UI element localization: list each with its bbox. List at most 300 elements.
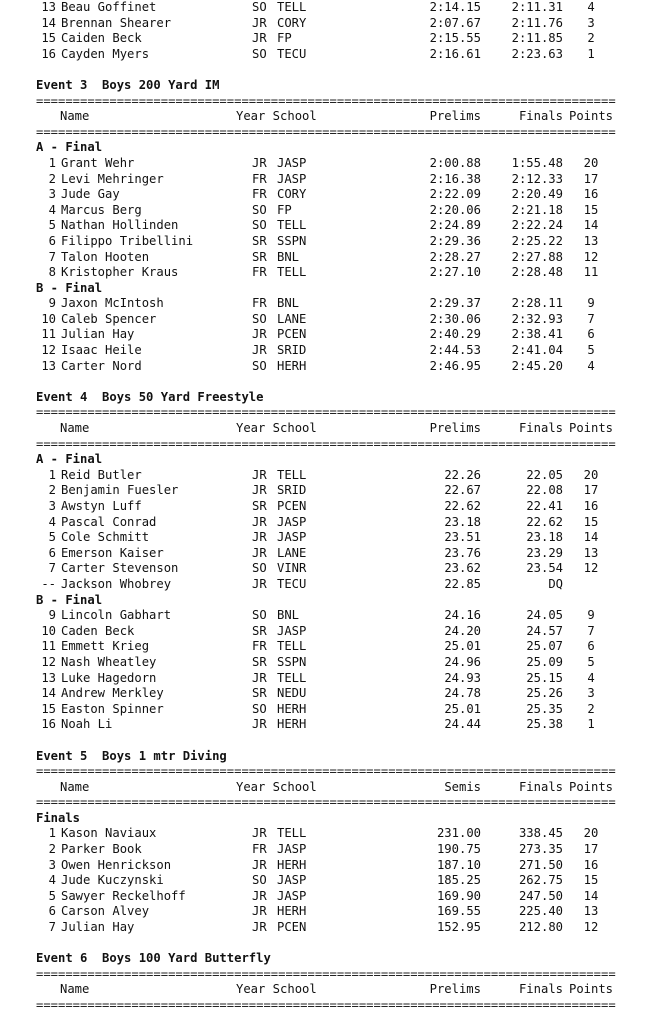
place: 11 bbox=[41, 639, 56, 654]
final-time: 2:27.88 bbox=[511, 249, 563, 264]
school: SSPN bbox=[277, 233, 307, 248]
swimmer-name: Emmett Krieg bbox=[61, 639, 150, 654]
year: JR bbox=[252, 31, 267, 46]
school: PCEN bbox=[277, 327, 307, 342]
result-row bbox=[36, 187, 636, 203]
final-time: 25.38 bbox=[526, 717, 563, 732]
place: 15 bbox=[41, 701, 56, 716]
seed-time: 2:07.67 bbox=[429, 15, 481, 30]
result-row bbox=[36, 904, 636, 920]
year: JR bbox=[252, 15, 267, 30]
final-time: 2:20.49 bbox=[511, 187, 563, 202]
seed-time: 2:00.88 bbox=[429, 155, 481, 170]
year: SR bbox=[252, 499, 267, 513]
school: JASP bbox=[277, 155, 307, 170]
final-time: 22.41 bbox=[526, 499, 563, 513]
seed-time: 2:22.09 bbox=[429, 187, 481, 202]
year: JR bbox=[252, 904, 267, 919]
year: SO bbox=[252, 608, 267, 623]
year: SO bbox=[252, 561, 267, 576]
school: JASP bbox=[277, 171, 307, 186]
final-time: 25.35 bbox=[526, 701, 563, 716]
final-time: 2:11.31 bbox=[511, 0, 563, 14]
points: 4 bbox=[587, 0, 595, 14]
event-header bbox=[36, 390, 636, 406]
final-time: 2:41.04 bbox=[511, 343, 563, 358]
school: PCEN bbox=[277, 499, 307, 513]
rule-line bbox=[36, 998, 636, 1014]
points: 20 bbox=[583, 467, 599, 482]
rule-line bbox=[36, 405, 636, 421]
place: 2 bbox=[48, 483, 56, 498]
result-row bbox=[36, 312, 636, 328]
school: TELL bbox=[277, 467, 307, 482]
result-row bbox=[36, 172, 636, 188]
place: 5 bbox=[48, 530, 56, 545]
final-time: DQ bbox=[548, 576, 563, 591]
points: 16 bbox=[583, 187, 599, 202]
swimmer-name: Jude Kuczynski bbox=[61, 873, 164, 888]
seed-time: 24.16 bbox=[444, 608, 481, 623]
final-time: 25.09 bbox=[526, 654, 563, 669]
points: 13 bbox=[583, 233, 599, 248]
year: JR bbox=[252, 920, 267, 935]
section-label: B - Final bbox=[36, 280, 103, 295]
rule-text: =============================================================================== bbox=[36, 436, 616, 451]
place: 14 bbox=[41, 15, 56, 30]
swimmer-name: Beau Goffinet bbox=[61, 0, 157, 14]
header-year-school: Year School bbox=[236, 109, 317, 124]
points: 17 bbox=[583, 171, 599, 186]
year: SR bbox=[252, 654, 267, 669]
points: 2 bbox=[587, 31, 595, 46]
year: JR bbox=[252, 857, 267, 872]
seed-time: 24.20 bbox=[444, 623, 481, 638]
result-row bbox=[36, 0, 636, 16]
place: 2 bbox=[48, 842, 56, 857]
year: JR bbox=[252, 576, 267, 591]
swimmer-name: Lincoln Gabhart bbox=[61, 608, 172, 623]
points: 7 bbox=[587, 311, 595, 326]
swimmer-name: Grant Wehr bbox=[61, 155, 135, 170]
place: 11 bbox=[41, 327, 56, 342]
rule-text: =============================================================================== bbox=[36, 966, 616, 981]
points: 3 bbox=[587, 686, 595, 701]
column-headers bbox=[36, 780, 636, 796]
place: 12 bbox=[41, 343, 56, 358]
header-year-school: Year School bbox=[236, 982, 317, 997]
result-row bbox=[36, 234, 636, 250]
year: JR bbox=[252, 343, 267, 358]
points: 12 bbox=[583, 920, 599, 935]
column-headers bbox=[36, 109, 636, 125]
swimmer-name: Carter Stevenson bbox=[61, 561, 179, 576]
points: 7 bbox=[587, 623, 595, 638]
result-row bbox=[36, 16, 636, 32]
result-row bbox=[36, 327, 636, 343]
points: 16 bbox=[583, 857, 599, 872]
points: 14 bbox=[583, 530, 599, 545]
place: 7 bbox=[48, 249, 56, 264]
swimmer-name: Jude Gay bbox=[61, 187, 120, 202]
place: 10 bbox=[41, 311, 56, 326]
section-label: B - Final bbox=[36, 592, 103, 607]
seed-time: 2:40.29 bbox=[429, 327, 481, 342]
school: HERH bbox=[277, 857, 307, 872]
rule-text: =============================================================================== bbox=[36, 795, 616, 810]
seed-time: 24.78 bbox=[444, 686, 481, 701]
school: HERH bbox=[277, 717, 307, 732]
points: 9 bbox=[587, 608, 595, 623]
school: TELL bbox=[277, 639, 307, 654]
swimmer-name: Cole Schmitt bbox=[61, 530, 150, 545]
final-time: 2:32.93 bbox=[511, 311, 563, 326]
swimmer-name: Noah Li bbox=[61, 717, 113, 732]
seed-time: 2:20.06 bbox=[429, 202, 481, 217]
header-year-school: Year School bbox=[236, 779, 317, 794]
result-row bbox=[36, 671, 636, 687]
spacer bbox=[36, 62, 636, 78]
year: JR bbox=[252, 467, 267, 482]
seed-time: 187.10 bbox=[436, 857, 481, 872]
place: 1 bbox=[48, 467, 56, 482]
school: JASP bbox=[277, 623, 307, 638]
points: 13 bbox=[583, 545, 599, 560]
seed-time: 2:15.55 bbox=[429, 31, 481, 46]
school: TELL bbox=[277, 0, 307, 14]
swimmer-name: Caleb Spencer bbox=[61, 311, 157, 326]
final-time: 23.54 bbox=[526, 561, 563, 576]
section-header bbox=[36, 811, 636, 827]
rule-text: =============================================================================== bbox=[36, 405, 616, 420]
swimmer-name: Parker Book bbox=[61, 842, 142, 857]
seed-time: 2:44.53 bbox=[429, 343, 481, 358]
swimmer-name: Isaac Heile bbox=[61, 343, 142, 358]
final-time: 2:28.48 bbox=[511, 265, 563, 280]
place: 9 bbox=[48, 608, 56, 623]
school: FP bbox=[277, 202, 292, 217]
year: FR bbox=[252, 265, 267, 280]
result-row bbox=[36, 546, 636, 562]
points: 15 bbox=[583, 873, 599, 888]
result-row bbox=[36, 858, 636, 874]
event-title: Event 3 Boys 200 Yard IM bbox=[36, 77, 220, 92]
swimmer-name: Kason Naviaux bbox=[61, 826, 157, 841]
header-name: Name bbox=[60, 109, 90, 124]
points: 1 bbox=[587, 46, 595, 61]
swimmer-name: Reid Butler bbox=[61, 467, 142, 482]
swimmer-name: Nash Wheatley bbox=[61, 654, 157, 669]
points: 16 bbox=[583, 499, 599, 513]
rule-text: =============================================================================== bbox=[36, 998, 616, 1012]
result-row bbox=[36, 561, 636, 577]
place: 16 bbox=[41, 717, 56, 732]
points: 17 bbox=[583, 842, 599, 857]
swimmer-name: Cayden Myers bbox=[61, 46, 150, 61]
result-row bbox=[36, 577, 636, 593]
header-prelims: Prelims bbox=[429, 982, 481, 997]
school: TELL bbox=[277, 826, 307, 841]
year: SR bbox=[252, 249, 267, 264]
year: JR bbox=[252, 888, 267, 903]
seed-time: 2:16.61 bbox=[429, 46, 481, 61]
event-header bbox=[36, 951, 636, 967]
section-label: A - Final bbox=[36, 140, 103, 155]
final-time: 2:28.11 bbox=[511, 296, 563, 311]
swimmer-name: Benjamin Fuesler bbox=[61, 483, 179, 498]
final-time: 271.50 bbox=[518, 857, 563, 872]
place: 16 bbox=[41, 46, 56, 61]
result-row bbox=[36, 203, 636, 219]
final-time: 2:38.41 bbox=[511, 327, 563, 342]
school: NEDU bbox=[277, 686, 307, 701]
final-time: 212.80 bbox=[518, 920, 563, 935]
year: JR bbox=[252, 327, 267, 342]
points: 20 bbox=[583, 155, 599, 170]
swimmer-name: Kristopher Kraus bbox=[61, 265, 179, 280]
place: 13 bbox=[41, 358, 56, 373]
event-header bbox=[36, 749, 636, 765]
header-prelims: Semis bbox=[444, 779, 481, 794]
header-points: Points bbox=[569, 421, 614, 436]
place: 9 bbox=[48, 296, 56, 311]
result-row bbox=[36, 31, 636, 47]
year: JR bbox=[252, 514, 267, 529]
place: 3 bbox=[48, 187, 56, 202]
swimmer-name: Awstyn Luff bbox=[61, 499, 142, 513]
school: TELL bbox=[277, 265, 307, 280]
school: JASP bbox=[277, 514, 307, 529]
final-time: 247.50 bbox=[518, 888, 563, 903]
final-time: 225.40 bbox=[518, 904, 563, 919]
school: TELL bbox=[277, 218, 307, 233]
year: SO bbox=[252, 873, 267, 888]
swimmer-name: Caiden Beck bbox=[61, 31, 142, 46]
result-row bbox=[36, 920, 636, 936]
year: JR bbox=[252, 155, 267, 170]
header-points: Points bbox=[569, 109, 614, 124]
rule-line bbox=[36, 764, 636, 780]
spacer bbox=[36, 733, 636, 749]
result-row bbox=[36, 639, 636, 655]
column-headers bbox=[36, 982, 636, 998]
school: PCEN bbox=[277, 920, 307, 935]
points: 6 bbox=[587, 327, 595, 342]
year: FR bbox=[252, 171, 267, 186]
spacer bbox=[36, 374, 636, 390]
final-time: 22.05 bbox=[526, 467, 563, 482]
seed-time: 24.93 bbox=[444, 670, 481, 685]
swimmer-name: Julian Hay bbox=[61, 327, 135, 342]
event-title: Event 4 Boys 50 Yard Freestyle bbox=[36, 389, 264, 404]
section-label: A - Final bbox=[36, 452, 103, 467]
rule-line bbox=[36, 967, 636, 983]
swimmer-name: Emerson Kaiser bbox=[61, 545, 164, 560]
year: JR bbox=[252, 826, 267, 841]
school: JASP bbox=[277, 888, 307, 903]
final-time: 25.26 bbox=[526, 686, 563, 701]
school: VINR bbox=[277, 561, 307, 576]
school: LANE bbox=[277, 545, 307, 560]
year: SO bbox=[252, 358, 267, 373]
seed-time: 2:16.38 bbox=[429, 171, 481, 186]
final-time: 2:11.85 bbox=[511, 31, 563, 46]
rule-text: =============================================================================== bbox=[36, 764, 616, 779]
seed-time: 2:27.10 bbox=[429, 265, 481, 280]
header-prelims: Prelims bbox=[429, 109, 481, 124]
seed-time: 23.62 bbox=[444, 561, 481, 576]
year: SO bbox=[252, 202, 267, 217]
school: TELL bbox=[277, 670, 307, 685]
spacer bbox=[36, 936, 636, 952]
swimmer-name: Talon Hooten bbox=[61, 249, 150, 264]
year: SO bbox=[252, 0, 267, 14]
points: 12 bbox=[583, 249, 599, 264]
place: 14 bbox=[41, 686, 56, 701]
results-document bbox=[36, 0, 636, 1014]
year: JR bbox=[252, 530, 267, 545]
year: SR bbox=[252, 623, 267, 638]
header-points: Points bbox=[569, 982, 614, 997]
seed-time: 23.51 bbox=[444, 530, 481, 545]
school: HERH bbox=[277, 904, 307, 919]
place: 12 bbox=[41, 654, 56, 669]
result-row bbox=[36, 655, 636, 671]
rule-line bbox=[36, 795, 636, 811]
final-time: 23.29 bbox=[526, 545, 563, 560]
seed-time: 22.85 bbox=[444, 576, 481, 591]
year: JR bbox=[252, 545, 267, 560]
final-time: 2:22.24 bbox=[511, 218, 563, 233]
result-row bbox=[36, 47, 636, 63]
result-row bbox=[36, 156, 636, 172]
swimmer-name: Carson Alvey bbox=[61, 904, 150, 919]
result-row bbox=[36, 826, 636, 842]
points: 4 bbox=[587, 670, 595, 685]
points: 4 bbox=[587, 358, 595, 373]
swimmer-name: Jackson Whobrey bbox=[61, 576, 172, 591]
result-row bbox=[36, 515, 636, 531]
swimmer-name: Luke Hagedorn bbox=[61, 670, 157, 685]
rule-line bbox=[36, 94, 636, 110]
year: JR bbox=[252, 670, 267, 685]
place: 8 bbox=[48, 265, 56, 280]
school: HERH bbox=[277, 701, 307, 716]
year: SO bbox=[252, 701, 267, 716]
final-time: 23.18 bbox=[526, 530, 563, 545]
seed-time: 2:14.15 bbox=[429, 0, 481, 14]
year: FR bbox=[252, 187, 267, 202]
year: FR bbox=[252, 296, 267, 311]
final-time: 262.75 bbox=[518, 873, 563, 888]
seed-time: 231.00 bbox=[436, 826, 481, 841]
points: 9 bbox=[587, 296, 595, 311]
year: JR bbox=[252, 483, 267, 498]
school: JASP bbox=[277, 530, 307, 545]
result-row bbox=[36, 343, 636, 359]
final-time: 22.62 bbox=[526, 514, 563, 529]
swimmer-name: Sawyer Reckelhoff bbox=[61, 888, 186, 903]
swimmer-name: Marcus Berg bbox=[61, 202, 142, 217]
event-title: Event 5 Boys 1 mtr Diving bbox=[36, 748, 227, 763]
points: 2 bbox=[587, 701, 595, 716]
seed-time: 185.25 bbox=[436, 873, 481, 888]
points: 5 bbox=[587, 343, 595, 358]
seed-time: 25.01 bbox=[444, 639, 481, 654]
header-finals: Finals bbox=[518, 779, 563, 794]
school: JASP bbox=[277, 842, 307, 857]
seed-time: 23.76 bbox=[444, 545, 481, 560]
final-time: 2:25.22 bbox=[511, 233, 563, 248]
result-row bbox=[36, 717, 636, 733]
section-header bbox=[36, 140, 636, 156]
rule-text: =============================================================================== bbox=[36, 93, 616, 108]
seed-time: 2:30.06 bbox=[429, 311, 481, 326]
swimmer-name: Caden Beck bbox=[61, 623, 135, 638]
year: FR bbox=[252, 842, 267, 857]
year: SO bbox=[252, 46, 267, 61]
swimmer-name: Nathan Hollinden bbox=[61, 218, 179, 233]
place: 2 bbox=[48, 171, 56, 186]
place: 5 bbox=[48, 218, 56, 233]
header-name: Name bbox=[60, 779, 90, 794]
place: 6 bbox=[48, 904, 56, 919]
final-time: 25.07 bbox=[526, 639, 563, 654]
header-year-school: Year School bbox=[236, 421, 317, 436]
swimmer-name: Easton Spinner bbox=[61, 701, 164, 716]
seed-time: 22.62 bbox=[444, 499, 481, 513]
header-name: Name bbox=[60, 982, 90, 997]
points: 3 bbox=[587, 15, 595, 30]
final-time: 24.05 bbox=[526, 608, 563, 623]
section-label: Finals bbox=[36, 810, 81, 825]
seed-time: 22.26 bbox=[444, 467, 481, 482]
result-row bbox=[36, 686, 636, 702]
points: 17 bbox=[583, 483, 599, 498]
place: 4 bbox=[48, 202, 56, 217]
final-time: 2:12.33 bbox=[511, 171, 563, 186]
header-prelims: Prelims bbox=[429, 421, 481, 436]
school: SSPN bbox=[277, 654, 307, 669]
school: BNL bbox=[277, 249, 300, 264]
points: 15 bbox=[583, 202, 599, 217]
place: 13 bbox=[41, 670, 56, 685]
swimmer-name: Levi Mehringer bbox=[61, 171, 164, 186]
result-row bbox=[36, 889, 636, 905]
school: HERH bbox=[277, 358, 307, 373]
year: SO bbox=[252, 311, 267, 326]
header-name: Name bbox=[60, 421, 90, 436]
place: -- bbox=[41, 576, 56, 591]
place: 13 bbox=[41, 0, 56, 14]
place: 3 bbox=[48, 499, 56, 513]
result-row bbox=[36, 499, 636, 515]
seed-time: 2:29.36 bbox=[429, 233, 481, 248]
school: BNL bbox=[277, 608, 300, 623]
place: 10 bbox=[41, 623, 56, 638]
seed-time: 24.44 bbox=[444, 717, 481, 732]
points: 14 bbox=[583, 218, 599, 233]
result-row bbox=[36, 250, 636, 266]
result-row bbox=[36, 359, 636, 375]
points: 1 bbox=[587, 717, 595, 732]
place: 7 bbox=[48, 561, 56, 576]
result-row bbox=[36, 842, 636, 858]
seed-time: 22.67 bbox=[444, 483, 481, 498]
points: 15 bbox=[583, 514, 599, 529]
section-header bbox=[36, 593, 636, 609]
section-header bbox=[36, 281, 636, 297]
